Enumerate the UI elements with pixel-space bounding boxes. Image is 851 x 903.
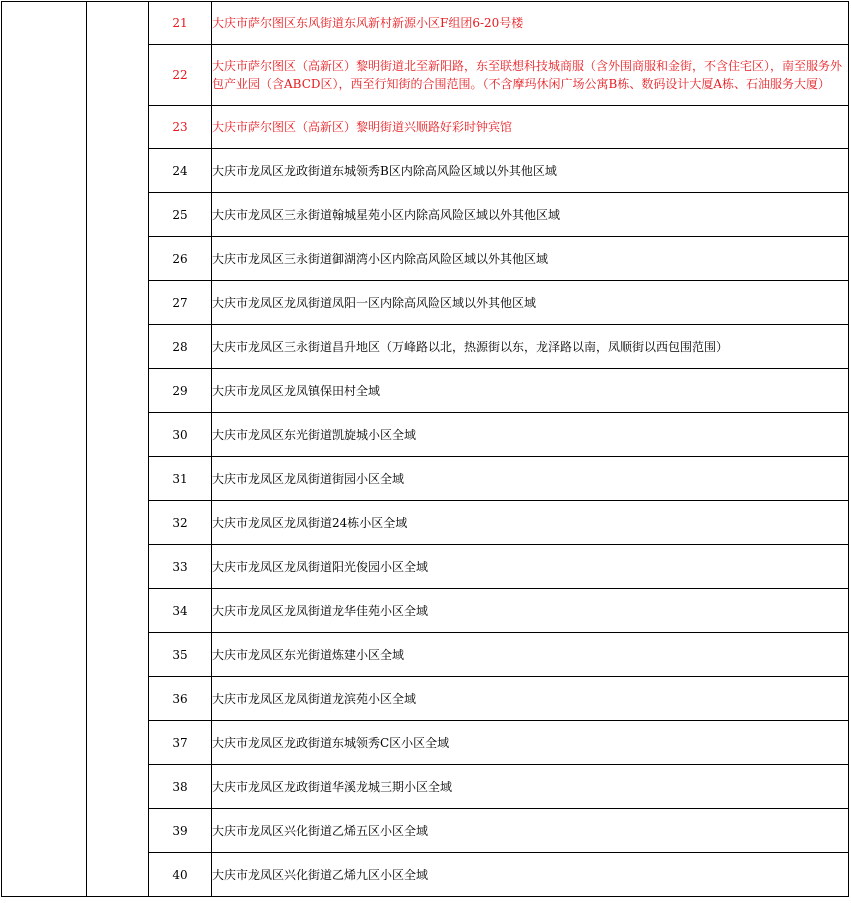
- row-number: 33: [149, 545, 212, 589]
- merged-column-2: [87, 2, 149, 897]
- row-number: 32: [149, 501, 212, 545]
- row-number: 38: [149, 765, 212, 809]
- area-description: 大庆市龙凤区三永街道昌升地区（万峰路以北，热源街以东，龙泽路以南，凤顺街以西包围范围）: [212, 325, 849, 369]
- area-description: 大庆市龙凤区龙政街道华溪龙城三期小区全域: [212, 765, 849, 809]
- row-number: 27: [149, 281, 212, 325]
- area-description: 大庆市龙凤区龙凤镇保田村全域: [212, 369, 849, 413]
- area-description: 大庆市龙凤区龙凤街道龙滨苑小区全域: [212, 677, 849, 721]
- row-number: 24: [149, 149, 212, 193]
- area-description: 大庆市龙凤区龙凤街道龙华佳苑小区全域: [212, 589, 849, 633]
- table-row: [2, 2, 849, 45]
- merged-column-1: [2, 2, 87, 897]
- area-description: 大庆市龙凤区东光街道炼建小区全域: [212, 633, 849, 677]
- row-number: 36: [149, 677, 212, 721]
- area-description: 大庆市龙凤区三永街道御湖湾小区内除高风险区域以外其他区域: [212, 237, 849, 281]
- area-description: 大庆市萨尔图区（高新区）黎明街道兴顺路好彩时钟宾馆: [212, 106, 849, 149]
- area-description: 大庆市龙凤区龙政街道东城领秀B区内除高风险区域以外其他区域: [212, 149, 849, 193]
- row-number: 22: [149, 45, 212, 106]
- area-description: 大庆市龙凤区龙政街道东城领秀C区小区全域: [212, 721, 849, 765]
- area-description: 大庆市龙凤区龙凤街道街园小区全域: [212, 457, 849, 501]
- row-number: 40: [149, 853, 212, 897]
- row-number: 28: [149, 325, 212, 369]
- area-description: 大庆市龙凤区三永街道翰城星苑小区内除高风险区域以外其他区域: [212, 193, 849, 237]
- row-number: 26: [149, 237, 212, 281]
- row-number: 34: [149, 589, 212, 633]
- area-description: 大庆市龙凤区东光街道凯旋城小区全域: [212, 413, 849, 457]
- row-number: 30: [149, 413, 212, 457]
- row-number: 37: [149, 721, 212, 765]
- table-body: [2, 2, 849, 897]
- area-description: 大庆市龙凤区龙凤街道阳光俊园小区全域: [212, 545, 849, 589]
- row-number: 29: [149, 369, 212, 413]
- area-description: 大庆市龙凤区兴化街道乙烯九区小区全域: [212, 853, 849, 897]
- area-description: 大庆市龙凤区龙凤街道凤阳一区内除高风险区域以外其他区域: [212, 281, 849, 325]
- area-description: 大庆市龙凤区龙凤街道24栋小区全域: [212, 501, 849, 545]
- area-description: 大庆市龙凤区兴化街道乙烯五区小区全域: [212, 809, 849, 853]
- risk-area-table: [1, 1, 849, 897]
- area-description: 大庆市萨尔图区（高新区）黎明街道北至新阳路，东至联想科技城商服（含外围商服和金街，不含住宅区），南至服务外包产业园（含ABCD区），西至行知街的合围范围。（不含摩玛休闲广场公寓B栋、数码设计大厦A栋、石油服务大厦）: [212, 45, 849, 106]
- row-number: 25: [149, 193, 212, 237]
- row-number: 23: [149, 106, 212, 149]
- row-number: 31: [149, 457, 212, 501]
- area-description: 大庆市萨尔图区东风街道东风新村新源小区F组团6-20号楼: [212, 2, 849, 45]
- row-number: 21: [149, 2, 212, 45]
- row-number: 35: [149, 633, 212, 677]
- row-number: 39: [149, 809, 212, 853]
